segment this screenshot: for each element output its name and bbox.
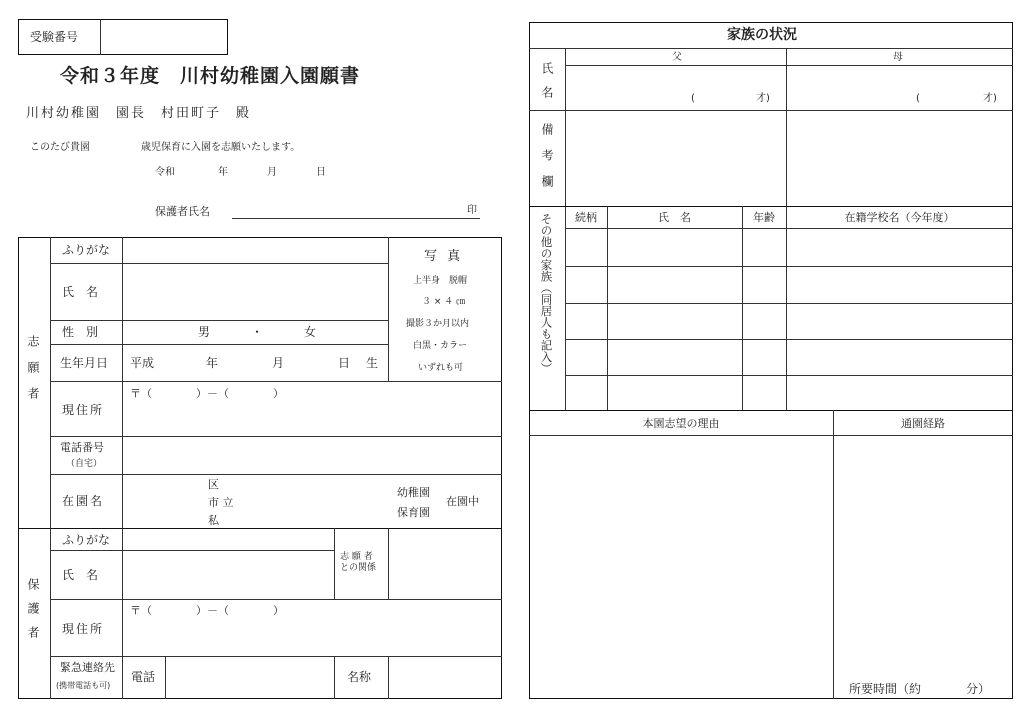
row-line: [529, 435, 1013, 436]
row-line-bold: [529, 206, 1013, 207]
row-line: [50, 381, 502, 382]
phone-field[interactable]: [124, 438, 500, 472]
col-header-name: 氏 名: [658, 211, 691, 224]
mother-age-suffix: 才): [983, 93, 997, 104]
guardian-furigana-label: ふりがな: [62, 533, 111, 547]
father-remarks-field[interactable]: [567, 112, 784, 204]
applicant-furigana-label: ふりがな: [62, 243, 111, 257]
route-label: 通園経路: [901, 416, 945, 430]
applicant-section-label: 志願者: [26, 335, 40, 413]
row-line: [50, 320, 388, 321]
emergency-name-field[interactable]: [390, 658, 500, 697]
photo-note-5: いずれも可: [418, 363, 464, 373]
row-line: [50, 474, 502, 475]
row-line: [565, 65, 1013, 66]
page-title: 令和３年度 川村幼稚園入園願書: [60, 65, 361, 87]
guardian-name-field[interactable]: [232, 200, 462, 218]
guardian-section-label: 保護者: [26, 578, 40, 650]
exam-number-field[interactable]: [102, 21, 226, 53]
table-row[interactable]: [566, 229, 1012, 265]
applicant-address-label: 現住所: [62, 403, 105, 417]
date-year: 年: [218, 167, 228, 178]
row-line: [50, 599, 502, 600]
kindergarten-option[interactable]: 幼稚園: [397, 486, 430, 499]
applicant-furigana-field[interactable]: [124, 239, 386, 262]
row-line: [529, 48, 1013, 49]
father-header: 父: [672, 52, 682, 63]
applicant-postal: 〒（ ）－（ ）: [130, 387, 284, 400]
birthdate-label: 生年月日: [60, 356, 109, 370]
photo-col-line: [388, 237, 389, 381]
birth-era: 平成: [130, 356, 155, 370]
relation-value-line: [388, 528, 389, 599]
date-month: 月: [267, 167, 277, 178]
emergency-phone-label: 電話: [131, 670, 156, 684]
addressee: 川村幼稚園 園長 村田町子 殿: [26, 106, 252, 121]
guardian-postal: 〒（ ）－（ ）: [130, 604, 284, 617]
exam-number-label: 受験番号: [30, 30, 79, 44]
reason-field[interactable]: [531, 437, 831, 697]
emergency-name-label: 名称: [347, 670, 372, 684]
table-row[interactable]: [566, 340, 1012, 374]
guardian-name-line: [232, 218, 480, 219]
nursery-option[interactable]: 保育園: [397, 506, 430, 519]
col-header-school: 在籍学校名（今年度）: [844, 211, 955, 224]
request-prefix: このたび貴園: [30, 142, 90, 153]
guardian-address-label: 現住所: [62, 622, 105, 636]
emergency-phone-field[interactable]: [167, 658, 332, 697]
relation-col-line: [334, 528, 335, 599]
birth-day: 日: [338, 356, 351, 370]
mother-header: 母: [893, 52, 903, 63]
guardian-address-field[interactable]: [124, 622, 500, 654]
birth-suffix: 生: [366, 356, 379, 370]
photo-title: 写 真: [424, 249, 464, 264]
gender-label: 性 別: [62, 325, 99, 339]
emergency-col-line: [388, 656, 389, 699]
school-private: 私: [208, 514, 219, 527]
date-era: 令和: [155, 167, 175, 178]
row-line: [50, 344, 388, 345]
reason-label: 本園志望の理由: [642, 416, 720, 430]
parents-divider: [786, 48, 787, 206]
mother-remarks-field[interactable]: [788, 112, 1011, 204]
photo-note-4: 白黒・カラー: [413, 341, 468, 351]
emergency-label: 緊急連絡先: [60, 661, 115, 674]
school-city: 市 立: [208, 496, 234, 509]
table-row[interactable]: [566, 304, 1012, 338]
section-divider: [18, 528, 502, 529]
relation-label: 志 願 者 との関係: [340, 552, 377, 574]
travel-time-label: 所要時間（約: [849, 682, 922, 696]
father-name-field[interactable]: [567, 67, 784, 108]
family-name-label: 氏名: [540, 62, 554, 110]
photo-note-2: ３ × ４ ㎝: [422, 297, 466, 307]
father-age-open: (: [691, 93, 695, 104]
mother-age-open: (: [916, 93, 920, 104]
mother-name-field[interactable]: [788, 67, 1011, 108]
birth-month: 月: [272, 356, 285, 370]
row-line: [50, 436, 502, 437]
exam-number-divider: [100, 19, 101, 55]
row-line: [50, 263, 388, 264]
row-line: [50, 550, 334, 551]
table-row[interactable]: [566, 267, 1012, 302]
route-field[interactable]: [835, 437, 1011, 677]
row-line: [50, 656, 502, 657]
photo-note-3: 撮影３か月以内: [406, 319, 470, 329]
row-line-bold: [529, 410, 1013, 411]
emergency-col-line: [165, 656, 166, 699]
other-family-label: その他の家族（同居人も記入）: [539, 213, 554, 374]
applicant-name-label: 氏 名: [62, 285, 99, 299]
row-line: [529, 110, 1013, 111]
travel-time-unit: 分）: [966, 682, 991, 696]
table-row[interactable]: [566, 376, 1012, 409]
label-col-line: [122, 237, 123, 699]
applicant-address-field[interactable]: [124, 404, 500, 434]
enrolled-label: 在園中: [446, 495, 479, 508]
seal-mark: 印: [467, 205, 477, 216]
phone-sub: （自宅）: [66, 459, 103, 469]
photo-note-1: 上半身 脱帽: [413, 276, 468, 286]
school-ward: 区: [208, 478, 219, 491]
date-day: 日: [316, 167, 326, 178]
guardian-name-field-2[interactable]: [124, 552, 332, 598]
school-label: 在園名: [62, 494, 105, 508]
col-header-relation: 続柄: [575, 211, 597, 224]
col-header-age: 年齢: [753, 211, 775, 224]
family-title: 家族の状況: [727, 27, 797, 43]
birth-year: 年: [206, 356, 219, 370]
request-text: 歳児保育に入園を志願いたします。: [141, 142, 301, 153]
father-age-suffix: 才): [756, 93, 770, 104]
guardian-furigana-field[interactable]: [124, 530, 332, 549]
gender-female-option[interactable]: 女: [304, 325, 317, 339]
gender-male-option[interactable]: 男: [198, 325, 211, 339]
guardian-name-label: 保護者氏名: [155, 205, 210, 218]
applicant-name-field[interactable]: [124, 265, 386, 319]
relation-field[interactable]: [390, 530, 500, 598]
emergency-col-line: [334, 656, 335, 699]
emergency-sub: (携帯電話も可): [56, 681, 111, 690]
gender-separator: ・: [251, 325, 264, 339]
guardian-name-label-2: 氏 名: [62, 568, 99, 582]
phone-label: 電話番号: [60, 441, 104, 454]
section-col-line: [50, 237, 51, 699]
reason-route-divider: [833, 410, 834, 699]
remarks-label: 備考欄: [540, 123, 554, 201]
